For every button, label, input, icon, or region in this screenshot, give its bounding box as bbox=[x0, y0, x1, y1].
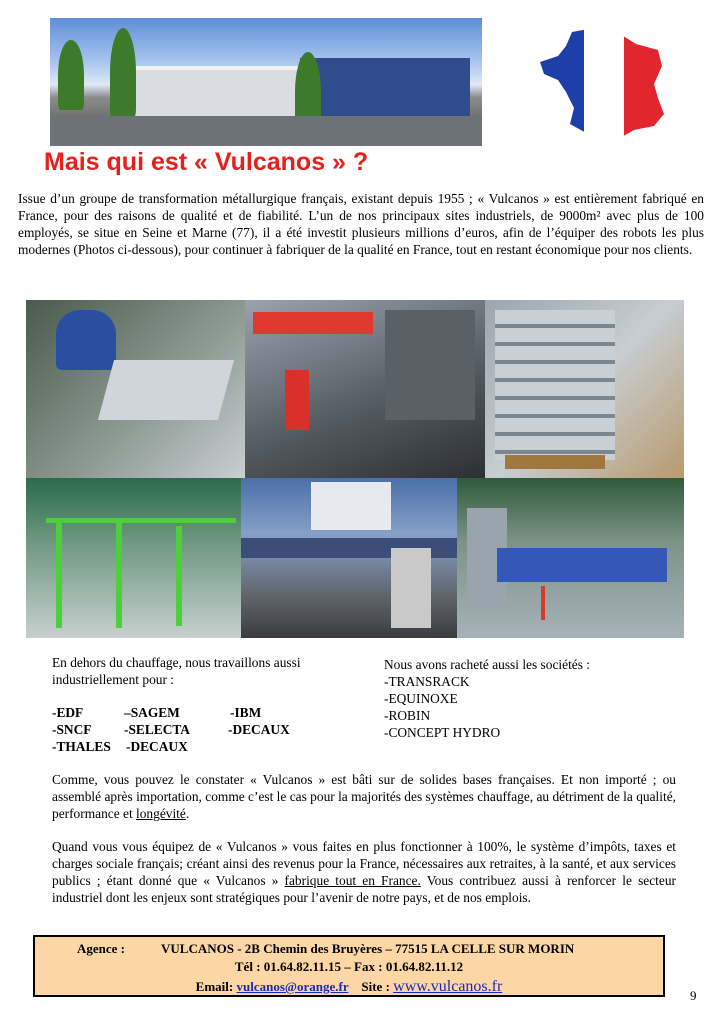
client-name: -DECAUX bbox=[228, 722, 290, 737]
made-in-france-paragraph bbox=[52, 771, 676, 822]
site-label: Site : bbox=[361, 979, 390, 994]
company-item: -TRANSRACK bbox=[384, 674, 470, 689]
underlined-text: fabrique tout en France. bbox=[284, 873, 421, 888]
factory-photo bbox=[50, 18, 482, 146]
factory-hall-photo bbox=[26, 478, 241, 638]
client-name: –SAGEM bbox=[124, 705, 180, 720]
client-name: -IBM bbox=[230, 705, 262, 720]
paragraph-text: Vous contribuez aussi à renforcer le secteur industriel dont les enjeux sont stratégiques pour l’avenir de notre pays, et de nos emplois. bbox=[52, 873, 676, 905]
client-name: -DECAUX bbox=[126, 739, 188, 754]
client-row bbox=[52, 721, 352, 738]
stacked-parts-photo bbox=[485, 300, 684, 478]
paragraph-text: Quand vous vous équipez de « Vulcanos » vous faites en plus fonctionner à 100%, le système d’impôts, taxes et charges sociale français; créant ainsi des revenus pour la France, nécessaires aux retraites, à la santé, et aux services publics ; étant donné que « Vulcanos » bbox=[52, 839, 676, 888]
website-link[interactable]: www.vulcanos.fr bbox=[393, 978, 503, 995]
page-number: 9 bbox=[690, 988, 697, 1003]
acquisitions-intro: Nous avons racheté aussi les sociétés : bbox=[384, 657, 591, 672]
email-link[interactable]: vulcanos@orange.fr bbox=[236, 979, 349, 994]
client-row bbox=[52, 738, 352, 755]
press-brake-photo bbox=[245, 300, 485, 478]
agency-label: Agence : bbox=[77, 941, 126, 956]
client-name: -SNCF bbox=[52, 722, 92, 737]
welding-photo bbox=[26, 300, 245, 478]
activity-intro: En dehors du chauffage, nous travaillons aussi industriellement pour : bbox=[52, 655, 301, 687]
production-line-photo bbox=[457, 478, 684, 638]
underlined-text: longévité bbox=[136, 806, 186, 821]
client-list bbox=[52, 704, 352, 755]
intro-paragraph: Issue d’un groupe de transformation métallurgique français, existant depuis 1955 ; « Vulcanos » est entièrement fabriqué en France, pour des raisons de qualité et de fiabilité. L’un de nos principaux sites industriels, de 9000m² avec plus de 100 employés, se situe en Seine et Marne (77), il a été investit plusieurs millions d’euros, afin de l’équiper des robots les plus modernes (Photos ci-dessous), pour continuer à fabriquer de la qualité en France, tout en restant économique pour nos clients. bbox=[18, 191, 704, 257]
company-item: -CONCEPT HYDRO bbox=[384, 725, 501, 740]
phone-fax: Tél : 01.64.82.11.15 – Fax : 01.64.82.11.12 bbox=[234, 959, 464, 974]
client-name: -THALES bbox=[52, 739, 111, 754]
page-title: Mais qui est « Vulcanos » ? bbox=[44, 148, 369, 176]
client-name: -SELECTA bbox=[124, 722, 190, 737]
company-item: -ROBIN bbox=[384, 708, 431, 723]
company-item: -EQUINOXE bbox=[384, 691, 458, 706]
acquisitions-list bbox=[384, 656, 590, 741]
economy-paragraph bbox=[52, 838, 676, 906]
paragraph-text: . bbox=[185, 806, 190, 821]
client-name: -EDF bbox=[52, 705, 84, 720]
paragraph-text: Comme, vous pouvez le constater « Vulcanos » est bâti sur de solides bases françaises. Et non importé ; ou assemblé après importation, comme c’est le cas pour la majorités des systèmes chauffage, au détriment de la qualité, performance et bbox=[52, 772, 676, 821]
punching-machine-photo bbox=[241, 478, 457, 638]
france-flag-map bbox=[536, 26, 670, 142]
agency-address: VULCANOS - 2B Chemin des Bruyères – 77515 LA CELLE SUR MORIN bbox=[161, 941, 575, 956]
email-site-line bbox=[35, 978, 663, 996]
client-row bbox=[52, 704, 352, 721]
email-label: Email: bbox=[195, 979, 234, 994]
contact-box bbox=[33, 935, 665, 997]
